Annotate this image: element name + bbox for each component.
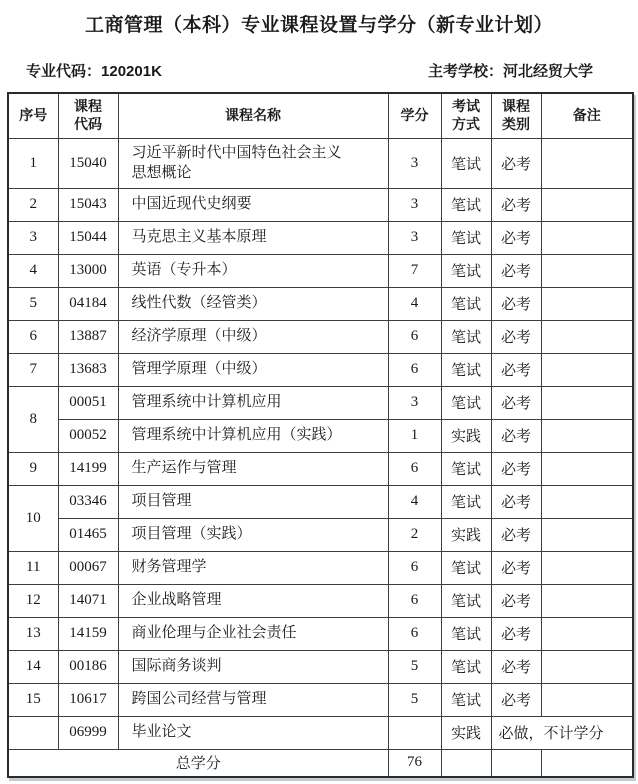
exam-cell: 笔试 (441, 188, 491, 221)
table-row (8, 221, 633, 254)
credits-cell: 5 (388, 650, 441, 683)
school-label: 主考学校： (427, 63, 503, 80)
code-cell: 15043 (58, 188, 118, 221)
name-cell: 线性代数（经管类） (118, 287, 388, 320)
code-cell: 15040 (58, 138, 118, 188)
seq-cell (8, 716, 58, 749)
credits-cell: 3 (388, 188, 441, 221)
credits-cell: 3 (388, 138, 441, 188)
seq-cell: 8 (8, 386, 58, 452)
exam-cell: 实践 (441, 419, 491, 452)
name-cell: 项目管理（实践） (118, 518, 388, 551)
seq-cell: 12 (8, 584, 58, 617)
page-title: 工商管理（本科）专业课程设置与学分（新专业计划） (84, 15, 553, 36)
major-code-value: 120201K (101, 63, 162, 80)
code-cell: 00186 (58, 650, 118, 683)
category-note-cell: 必做，不计学分 (491, 716, 633, 749)
note-cell (541, 320, 633, 353)
name-cell: 商业伦理与企业社会责任 (118, 617, 388, 650)
table-row (8, 320, 633, 353)
header-no: 序号 (8, 93, 58, 138)
name-cell: 英语（专升本） (118, 254, 388, 287)
exam-cell: 笔试 (441, 287, 491, 320)
note-cell (541, 138, 633, 188)
note-cell (541, 188, 633, 221)
table-row (8, 138, 633, 188)
credits-cell: 1 (388, 419, 441, 452)
category-cell: 必考 (491, 221, 541, 254)
name-cell: 财务管理学 (118, 551, 388, 584)
category-cell: 必考 (491, 452, 541, 485)
exam-cell: 笔试 (441, 254, 491, 287)
name-cell: 管理系统中计算机应用（实践） (118, 419, 388, 452)
category-cell: 必考 (491, 650, 541, 683)
seq-cell: 1 (8, 138, 58, 188)
seq-cell: 11 (8, 551, 58, 584)
seq-cell: 10 (8, 485, 58, 551)
code-cell: 13000 (58, 254, 118, 287)
credits-cell: 3 (388, 221, 441, 254)
note-cell (541, 485, 633, 518)
code-cell: 04184 (58, 287, 118, 320)
credits-cell: 6 (388, 353, 441, 386)
note-cell (541, 386, 633, 419)
exam-cell: 笔试 (441, 138, 491, 188)
meta-line (26, 60, 593, 81)
note-cell (541, 221, 633, 254)
credits-cell: 7 (388, 254, 441, 287)
seq-cell: 5 (8, 287, 58, 320)
code-cell: 10617 (58, 683, 118, 716)
course-table (7, 92, 634, 778)
name-cell: 马克思主义基本原理 (118, 221, 388, 254)
table-row (8, 287, 633, 320)
table-row (8, 518, 633, 551)
table-row (8, 254, 633, 287)
header-row (8, 93, 633, 138)
exam-cell: 笔试 (441, 452, 491, 485)
seq-cell: 9 (8, 452, 58, 485)
table-row (8, 353, 633, 386)
header-code: 课程代码 (58, 93, 118, 138)
header-exam: 考试方式 (441, 93, 491, 138)
total-label-cell: 总学分 (8, 749, 388, 777)
credits-cell: 6 (388, 584, 441, 617)
exam-cell: 笔试 (441, 485, 491, 518)
code-cell: 14159 (58, 617, 118, 650)
total-row (8, 749, 633, 777)
note-cell (541, 617, 633, 650)
exam-cell: 笔试 (441, 650, 491, 683)
name-cell: 毕业论文 (118, 716, 388, 749)
code-cell: 00067 (58, 551, 118, 584)
category-cell: 必考 (491, 320, 541, 353)
credits-cell: 4 (388, 485, 441, 518)
seq-cell: 6 (8, 320, 58, 353)
header-category: 课程类别 (491, 93, 541, 138)
category-cell: 必考 (491, 386, 541, 419)
exam-cell: 笔试 (441, 221, 491, 254)
name-cell: 跨国公司经营与管理 (118, 683, 388, 716)
code-cell: 00051 (58, 386, 118, 419)
table-row-thesis (8, 716, 633, 749)
code-cell: 00052 (58, 419, 118, 452)
exam-cell: 实践 (441, 518, 491, 551)
name-cell: 管理系统中计算机应用 (118, 386, 388, 419)
credits-cell: 6 (388, 320, 441, 353)
category-cell: 必考 (491, 287, 541, 320)
seq-cell: 15 (8, 683, 58, 716)
name-cell: 国际商务谈判 (118, 650, 388, 683)
seq-cell: 3 (8, 221, 58, 254)
category-cell: 必考 (491, 254, 541, 287)
credits-cell: 6 (388, 452, 441, 485)
seq-cell: 14 (8, 650, 58, 683)
note-cell (541, 518, 633, 551)
table-row (8, 485, 633, 518)
name-cell: 中国近现代史纲要 (118, 188, 388, 221)
note-cell (541, 749, 633, 777)
exam-cell: 实践 (441, 716, 491, 749)
code-cell: 13887 (58, 320, 118, 353)
table-row (8, 419, 633, 452)
credits-cell: 6 (388, 551, 441, 584)
name-cell: 管理学原理（中级） (118, 353, 388, 386)
note-cell (541, 254, 633, 287)
table-row (8, 551, 633, 584)
table-row (8, 452, 633, 485)
credits-cell (388, 716, 441, 749)
header-name: 课程名称 (118, 93, 388, 138)
code-cell: 15044 (58, 221, 118, 254)
credits-cell: 5 (388, 683, 441, 716)
exam-cell: 笔试 (441, 386, 491, 419)
code-cell: 03346 (58, 485, 118, 518)
exam-cell: 笔试 (441, 551, 491, 584)
category-cell: 必考 (491, 353, 541, 386)
name-cell: 习近平新时代中国特色社会主义思想概论 (118, 138, 388, 188)
table-row (8, 683, 633, 716)
table-row (8, 650, 633, 683)
code-cell: 06999 (58, 716, 118, 749)
note-cell (541, 452, 633, 485)
name-cell: 项目管理 (118, 485, 388, 518)
exam-cell: 笔试 (441, 320, 491, 353)
credits-cell: 2 (388, 518, 441, 551)
table-row (8, 584, 633, 617)
code-cell: 14199 (58, 452, 118, 485)
code-cell: 01465 (58, 518, 118, 551)
note-cell (541, 419, 633, 452)
table-row (8, 386, 633, 419)
total-credits-cell: 76 (388, 749, 441, 777)
category-cell: 必考 (491, 518, 541, 551)
major-code-label: 专业代码： (26, 63, 102, 80)
seq-cell: 13 (8, 617, 58, 650)
header-note: 备注 (541, 93, 633, 138)
category-cell: 必考 (491, 584, 541, 617)
credits-cell: 4 (388, 287, 441, 320)
exam-cell: 笔试 (441, 584, 491, 617)
name-cell: 企业战略管理 (118, 584, 388, 617)
seq-cell: 7 (8, 353, 58, 386)
note-cell (541, 650, 633, 683)
note-cell (541, 551, 633, 584)
category-cell: 必考 (491, 617, 541, 650)
category-cell: 必考 (491, 551, 541, 584)
exam-cell: 笔试 (441, 353, 491, 386)
header-credits: 学分 (388, 93, 441, 138)
name-cell: 生产运作与管理 (118, 452, 388, 485)
note-cell (541, 683, 633, 716)
credits-cell: 6 (388, 617, 441, 650)
category-cell: 必考 (491, 138, 541, 188)
credits-cell: 3 (388, 386, 441, 419)
category-cell: 必考 (491, 683, 541, 716)
category-cell (491, 749, 541, 777)
seq-cell: 2 (8, 188, 58, 221)
exam-cell: 笔试 (441, 617, 491, 650)
table-row (8, 188, 633, 221)
category-cell: 必考 (491, 485, 541, 518)
note-cell (541, 353, 633, 386)
seq-cell: 4 (8, 254, 58, 287)
code-cell: 14071 (58, 584, 118, 617)
exam-cell (441, 749, 491, 777)
table-row (8, 617, 633, 650)
category-cell: 必考 (491, 188, 541, 221)
major-code (26, 60, 162, 81)
exam-cell: 笔试 (441, 683, 491, 716)
name-cell: 经济学原理（中级） (118, 320, 388, 353)
school (428, 60, 593, 81)
code-cell: 13683 (58, 353, 118, 386)
note-cell (541, 584, 633, 617)
note-cell (541, 287, 633, 320)
school-value: 河北经贸大学 (502, 63, 593, 80)
category-cell: 必考 (491, 419, 541, 452)
